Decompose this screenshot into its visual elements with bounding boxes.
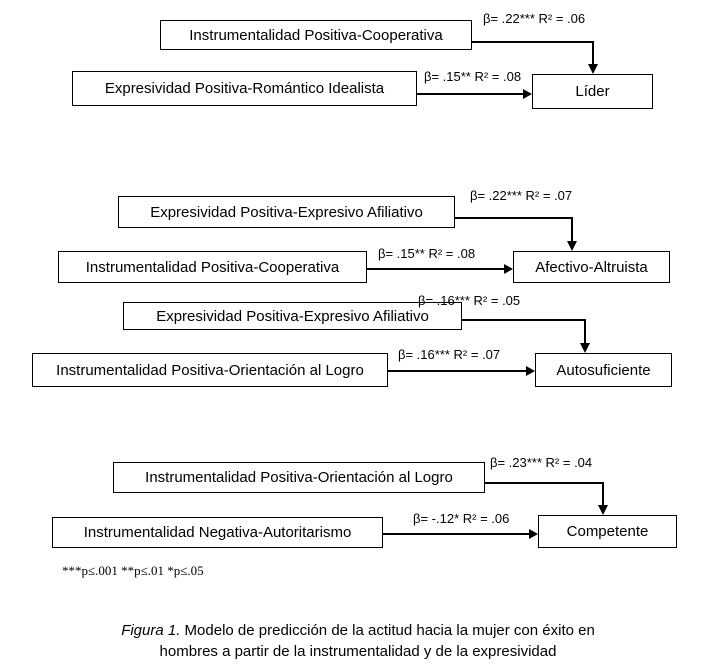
- arrow-elbow-hline: [484, 482, 604, 484]
- coefficient-label: β= .15** R² = .08: [424, 69, 522, 84]
- figure-caption: [78, 620, 638, 662]
- outcome-box-afectivo-altruista: Afectivo-Altruista: [513, 251, 670, 283]
- arrow-hline: [366, 268, 505, 270]
- coefficient-label: β= .16*** R² = .07: [398, 347, 501, 362]
- arrow-hline: [417, 93, 524, 95]
- arrowhead-down-icon: [598, 505, 608, 515]
- arrowhead-right-icon: [523, 89, 532, 99]
- coefficient-label: β= -.12* R² = .06: [413, 511, 510, 526]
- predictor-box-instrumentalidad-cooperativa: Instrumentalidad Positiva-Cooperativa: [58, 251, 367, 283]
- significance-note: ***p≤.001 **p≤.01 *p≤.05: [62, 563, 204, 578]
- outcome-box-autosuficiente: Autosuficiente: [535, 353, 672, 387]
- arrowhead-down-icon: [580, 343, 590, 353]
- outcome-box-competente: Competente: [538, 515, 677, 548]
- arrow-elbow-hline: [454, 217, 573, 219]
- arrowhead-right-icon: [504, 264, 513, 274]
- caption-line-1: [78, 620, 638, 641]
- outcome-box-lider: Líder: [532, 74, 653, 109]
- coefficient-label: β= .23*** R² = .04: [490, 455, 593, 470]
- caption-text: Modelo de predicción de la actitud hacia la mujer con éxito en: [180, 622, 595, 639]
- coefficient-label: β= .15** R² = .08: [378, 246, 476, 261]
- figure-number-label: Figura 1.: [121, 622, 181, 639]
- arrow-elbow-hline: [461, 319, 586, 321]
- predictor-box-instrumentalidad-orientacion-logro: Instrumentalidad Positiva-Orientación al Logro: [32, 353, 388, 387]
- arrow-elbow-vline: [571, 217, 573, 242]
- predictor-box-expresividad-expresivo-afiliativo: Expresividad Positiva-Expresivo Afiliativo: [123, 302, 462, 330]
- arrow-elbow-vline: [584, 319, 586, 344]
- arrowhead-down-icon: [567, 241, 577, 251]
- arrow-elbow-vline: [592, 41, 594, 65]
- arrow-hline: [387, 370, 526, 372]
- arrowhead-right-icon: [526, 366, 535, 376]
- arrow-elbow-vline: [602, 482, 604, 506]
- coefficient-label: β= .22*** R² = .06: [483, 11, 586, 26]
- predictor-box-instrumentalidad-cooperativa: Instrumentalidad Positiva-Cooperativa: [160, 20, 472, 50]
- arrow-elbow-hline: [471, 41, 594, 43]
- predictor-box-instrumentalidad-negativa-autoritarismo: Instrumentalidad Negativa-Autoritarismo: [52, 517, 383, 548]
- arrowhead-right-icon: [529, 529, 538, 539]
- predictor-box-expresividad-romantico-idealista: Expresividad Positiva-Romántico Idealista: [72, 71, 417, 106]
- predictor-box-expresividad-expresivo-afiliativo: Expresividad Positiva-Expresivo Afiliativo: [118, 196, 455, 228]
- caption-line-2: hombres a partir de la instrumentalidad y de la expresividad: [159, 643, 557, 660]
- coefficient-label: β= .16*** R² = .05: [418, 293, 521, 308]
- arrowhead-down-icon: [588, 64, 598, 74]
- arrow-hline: [382, 533, 529, 535]
- predictor-box-instrumentalidad-orientacion-logro: Instrumentalidad Positiva-Orientación al Logro: [113, 462, 485, 493]
- coefficient-label: β= .22*** R² = .07: [470, 188, 573, 203]
